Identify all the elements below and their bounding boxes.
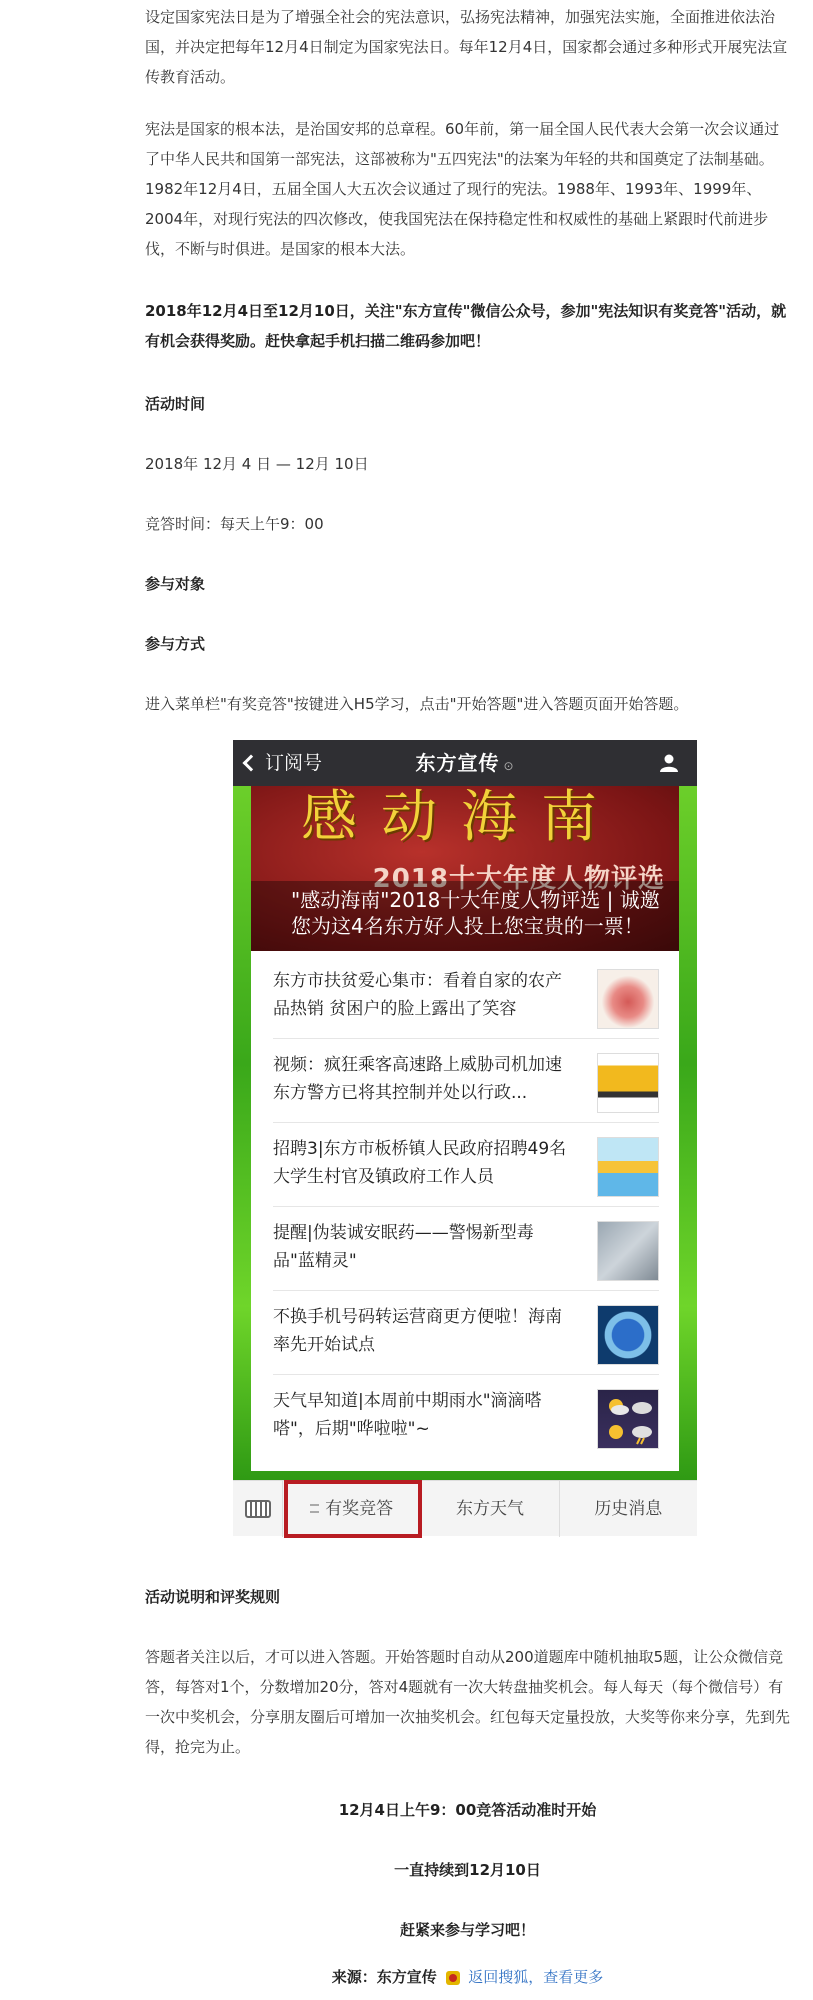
keyboard-toggle[interactable] <box>233 1481 283 1537</box>
sohu-icon <box>446 1971 460 1985</box>
news-title: 天气早知道|本周前中期雨水"滴滴嗒嗒"，后期"哗啦啦"~ <box>273 1391 542 1439</box>
menu-history-label: 历史消息 <box>594 1498 663 1519</box>
list-item[interactable] <box>273 1375 659 1459</box>
list-item[interactable] <box>273 1123 659 1207</box>
taxi-cartoon-icon <box>597 1053 659 1113</box>
call-to-action: 赶紧来参与学习吧！ <box>399 1921 535 1939</box>
start-notice: 12月4日上午9：00竞答活动准时开始 <box>338 1801 597 1819</box>
article-list-background <box>233 786 697 1480</box>
news-title: 不换手机号码转运营商更方便啦！海南率先开始试点 <box>273 1307 562 1355</box>
news-title: 视频：疯狂乘客高速路上威胁司机加速 东方警方已将其控制并处以行政... <box>273 1055 562 1103</box>
menu-weather-label: 东方天气 <box>455 1498 524 1519</box>
quiz-menu-highlight-box <box>284 1480 422 1538</box>
list-item[interactable] <box>273 955 659 1039</box>
rules-title: 活动说明和评奖规则 <box>145 1588 281 1606</box>
news-title: 东方市扶贫爱心集市：看着自家的农产品热销 贫困户的脸上露出了笑容 <box>273 971 562 1019</box>
banner-caption-line-2: 您为这4名东方好人投上您宝贵的一票！ <box>291 914 644 938</box>
account-title-text: 东方宣传 <box>415 751 500 775</box>
source-line <box>145 1962 790 1992</box>
back-label: 订阅号 <box>265 752 323 774</box>
wechat-screenshot <box>233 740 697 1540</box>
news-list <box>251 951 679 1471</box>
menu-weather[interactable] <box>421 1481 559 1537</box>
method-title: 参与方式 <box>145 635 206 653</box>
source-label: 来源：东方宣传 <box>331 1968 437 1986</box>
target-title: 参与对象 <box>145 575 206 593</box>
news-title: 提醒|伪装诚安眠药——警惕新型毒品"蓝精灵" <box>273 1223 534 1271</box>
account-title <box>233 740 697 789</box>
method-text: 进入菜单栏"有奖竞答"按键进入H5学习，点击"开始答题"进入答题页面开始答题。 <box>145 695 689 713</box>
recruitment-icon <box>597 1137 659 1197</box>
list-item[interactable] <box>273 1291 659 1375</box>
calligraphy-seal-icon <box>597 969 659 1029</box>
list-item[interactable] <box>273 1039 659 1123</box>
rules-text: 答题者关注以后，才可以进入答题。开始答题时自动从200道题库中随机抽取5题，让公众微信竞答，每答对1个，分数增加20分，答对4题就有一次大转盘抽奖机会。每人每天（每个微信号）有一次中奖机会，分享朋友圈后可增加一次抽奖机会。红包每天定量投放，大奖等你来分享，先到先得，抢完为止。 <box>145 1648 791 1756</box>
list-item[interactable] <box>273 1207 659 1291</box>
end-notice: 一直持续到12月10日 <box>394 1861 541 1879</box>
activity-time-title: 活动时间 <box>145 395 206 413</box>
person-icon[interactable] <box>659 753 679 773</box>
weather-glyphs-icon <box>598 1390 660 1450</box>
banner-caption-line-1: "感动海南"2018十大年度人物评选 | 诚邀 <box>291 888 660 912</box>
china-unicom-logo-icon <box>597 1305 659 1365</box>
intro-paragraph-1: 设定国家宪法日是为了增强全社会的宪法意识，弘扬宪法精神，加强宪法实施，全面推进依法治国，并决定把每年12月4日制定为国家宪法日。每年12月4日，国家都会通过多种形式开展宪法宣传教育活动。 <box>145 8 788 86</box>
menu-history[interactable] <box>560 1481 697 1537</box>
back-to-sohu-link[interactable]: 返回搜狐，查看更多 <box>468 1968 604 1986</box>
intro-paragraph-2: 宪法是国家的根本法，是治国安邦的总章程。60年前，第一届全国人民代表大会第一次会议通过了中华人民共和国第一部宪法，这部被称为"五四宪法"的法案为年轻的共和国奠定了法制基础。1982年12月4日，五届全国人大五次会议通过了现行的宪法。1988年、1993年、1999年、2004年，对现行宪法的四次修改，使我国宪法在保持稳定性和权威性的基础上紧跟时代前进步伐，不断与时俱进。是国家的根本大法。 <box>145 120 780 258</box>
menu-quiz-label: 有奖竞答 <box>325 1498 394 1519</box>
keyboard-icon <box>245 1500 271 1518</box>
banner-subtitle: 2018十大年度人物评选 <box>372 864 665 894</box>
activity-time-range: 2018年 12月 4 日 — 12月 10日 <box>145 455 369 473</box>
banner-headline: 感动海南 <box>301 786 621 850</box>
featured-banner[interactable] <box>251 786 679 951</box>
news-title: 招聘3|东方市板桥镇人民政府招聘49名大学生村官及镇政府工作人员 <box>273 1139 567 1187</box>
weather-icons <box>597 1389 659 1449</box>
intro-paragraph-3: 2018年12月4日至12月10日，关注"东方宣传"微信公众号，参加"宪法知识有奖竞答"活动，就有机会获得奖励。赶快拿起手机扫描二维码参加吧！ <box>145 302 787 350</box>
banner-caption <box>251 881 679 951</box>
activity-daily-time: 竞答时间：每天上午9：00 <box>145 515 324 533</box>
ear-icon: ⊙ <box>503 759 515 773</box>
pills-photo-icon <box>597 1221 659 1281</box>
wechat-topbar <box>233 740 697 786</box>
